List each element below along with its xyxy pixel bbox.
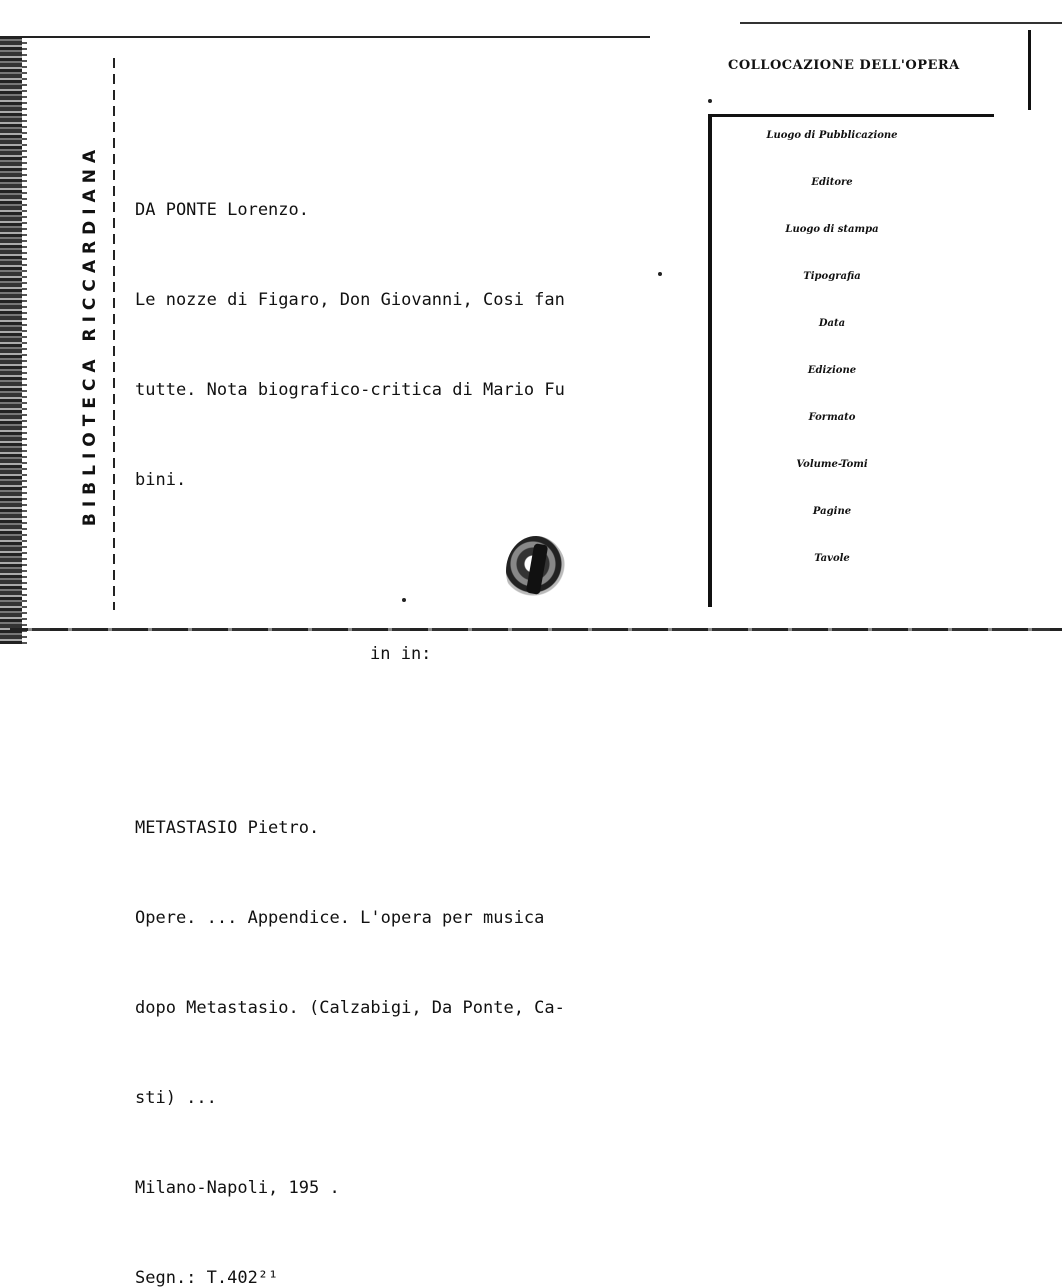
catalog-entry xyxy=(135,135,705,1288)
imprint-line: Milano-Napoli, 195 . xyxy=(135,1178,340,1198)
card-top-border xyxy=(0,36,650,38)
library-stamp-icon xyxy=(506,536,566,606)
field-volume-tomi: Volume-Tomi xyxy=(796,459,868,470)
field-data: Data xyxy=(818,318,846,329)
dot-mark xyxy=(658,272,662,276)
host-author-line: METASTASIO Pietro. xyxy=(135,818,320,838)
author-line: DA PONTE Lorenzo. xyxy=(135,200,309,220)
dot-mark xyxy=(402,598,406,602)
field-tipografia: Tipografia xyxy=(803,271,861,282)
title-line-3: bini. xyxy=(135,470,187,490)
host-title-line-3: sti) ... xyxy=(135,1088,217,1108)
library-name: BIBLIOTECA RICCARDIANA xyxy=(80,143,100,527)
host-title-line-1: Opere. ... Appendice. L'opera per musica xyxy=(135,908,545,928)
field-editore: Editore xyxy=(811,177,853,188)
dot-mark xyxy=(708,99,712,103)
field-pagine: Pagine xyxy=(812,506,852,517)
card-top-border-right xyxy=(740,22,1062,24)
field-tavole: Tavole xyxy=(814,553,850,564)
spacer xyxy=(135,555,705,579)
field-formato: Formato xyxy=(808,412,856,423)
host-title-line-2: dopo Metastasio. (Calzabigi, Da Ponte, Ca- xyxy=(135,998,565,1018)
title-line-2: tutte. Nota biografico-critica di Mario Fu xyxy=(135,380,565,400)
field-luogo-stampa: Luogo di stampa xyxy=(785,224,879,235)
spacer xyxy=(135,729,705,753)
collocazione-title: COLLOCAZIONE DELL'OPERA xyxy=(728,58,960,73)
margin-dashed-line xyxy=(113,58,115,610)
field-edizione: Edizione xyxy=(807,365,857,376)
collocazione-fields xyxy=(722,124,942,594)
torn-left-edge xyxy=(0,36,22,644)
in-label: in in: xyxy=(370,644,432,664)
shelfmark-line: Segn.: T.402²¹ xyxy=(135,1268,279,1288)
card-right-edge xyxy=(1028,30,1031,110)
title-line-1: Le nozze di Figaro, Don Giovanni, Cosi fan xyxy=(135,290,565,310)
field-luogo-pubblicazione: Luogo di Pubblicazione xyxy=(766,130,898,141)
